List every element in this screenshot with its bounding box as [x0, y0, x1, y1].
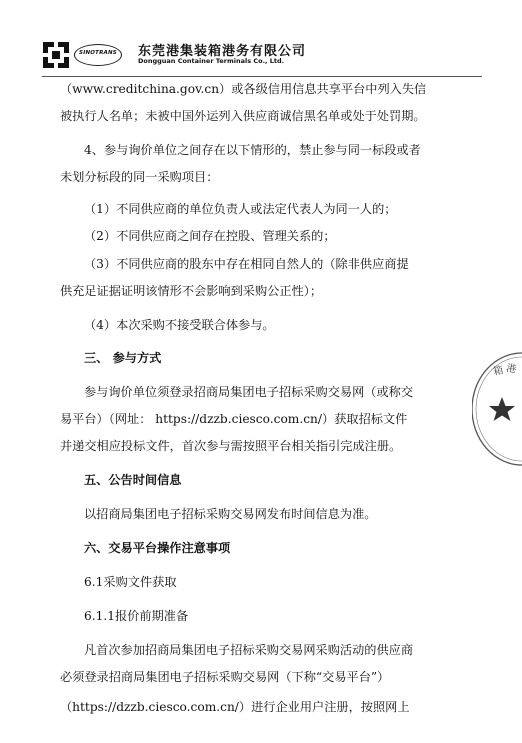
clause-4-line: 4、参与询价单位之间存在以下情形的，禁止参与同一标段或者	[84, 143, 421, 157]
sinotrans-badge-text: SINOTRANS	[79, 50, 117, 56]
subsection-heading: 6.1.1报价前期准备	[84, 609, 189, 623]
header-divider	[42, 76, 482, 77]
sinotrans-badge	[74, 44, 122, 66]
letterhead	[42, 38, 482, 74]
company-logo-icon	[42, 41, 70, 69]
list-item: （2）不同供应商之间存在控股、管理关系的；	[84, 229, 336, 243]
body-line: 必须登录招商局集团电子招标采购交易网（下称“交易平台”）	[60, 670, 390, 684]
section-heading-participation: 三、 参与方式	[84, 351, 162, 365]
stamp-star-icon	[489, 397, 515, 421]
subsection-heading: 6.1采购文件获取	[84, 575, 177, 589]
body-line: （www.creditchina.gov.cn）或各级信用信息共享平台中列入失信	[60, 82, 427, 96]
company-name-chinese: 东莞港集装箱港务有限公司	[138, 44, 307, 59]
section-heading-platform-notes: 六、交易平台操作注意事项	[84, 541, 231, 555]
company-name-english: Dongguan Container Terminals Co., Ltd.	[138, 57, 285, 65]
body-line: 并递交相应投标文件，首次参与需按照平台相关指引完成注册。	[60, 439, 402, 453]
section-heading-notice-time: 五、公告时间信息	[84, 473, 182, 487]
list-item: （3）不同供应商的股东中存在相同自然人的（除非供应商提	[84, 257, 409, 271]
list-item: （1）不同供应商的单位负责人或法定代表人为同一人的；	[84, 202, 397, 216]
body-line: 参与询价单位须登录招商局集团电子招标采购交易网（或称交	[84, 385, 414, 399]
stamp-char: 港	[505, 363, 518, 376]
body-line: 以招商局集团电子招标采购交易网发布时间信息为准。	[84, 507, 377, 521]
list-item: （4）本次采购不接受联合体参与。	[84, 318, 275, 332]
body-line: 易平台）（网址： https://dzzb.ciesco.com.cn/）获取招标文件	[60, 412, 408, 426]
body-line: 被执行人名单；未被中国外运列入供应商诚信黑名单或处于处罚期。	[60, 109, 426, 123]
body-line: 凡首次参加招商局集团电子招标采购交易网采购活动的供应商	[84, 643, 414, 657]
list-item-continued: 供充足证据证明该情形不会影响到采购公正性）；	[60, 284, 323, 298]
stamp-char: 箱	[492, 365, 505, 378]
official-seal-stamp	[472, 345, 522, 475]
body-line: （https://dzzb.ciesco.com.cn/）进行企业用户注册，按照网上	[60, 700, 410, 714]
body-line: 未划分标段的同一采购项目：	[60, 170, 219, 184]
